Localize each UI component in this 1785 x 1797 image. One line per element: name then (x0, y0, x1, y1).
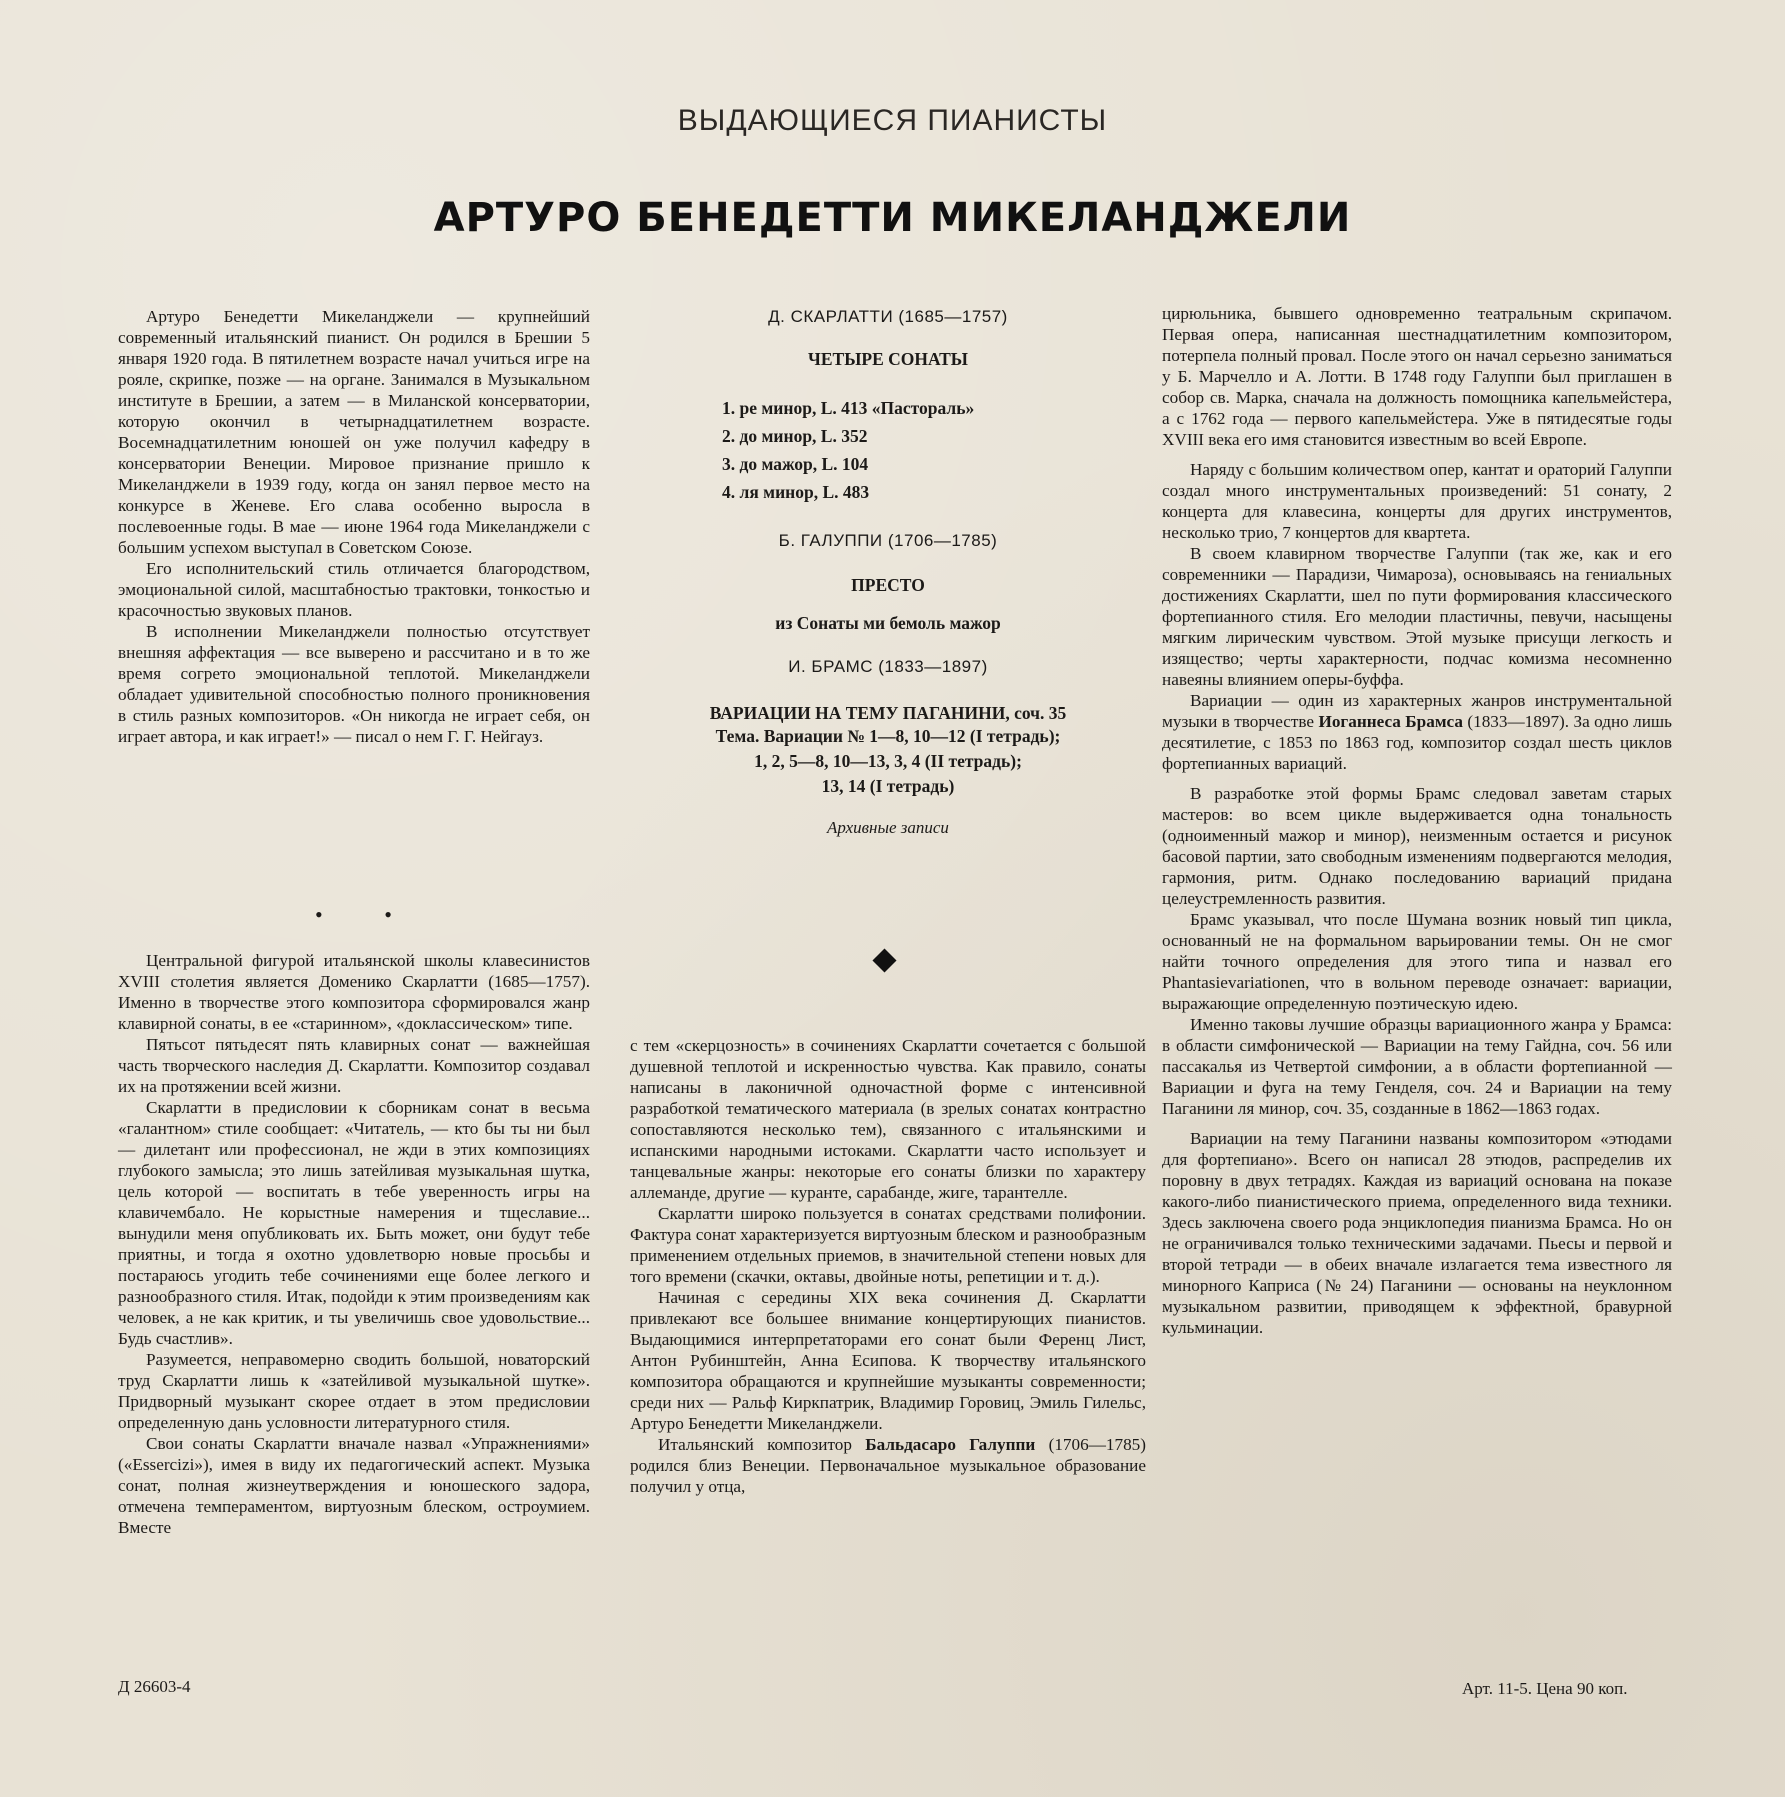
program-listing (630, 306, 1146, 839)
essay-paragraph: В разработке этой формы Брамс следовал заветам старых мастеров: во всем цикле выдерживается одна тональность (одноименный мажор и минор), неизменным остается и рисунок басовой партии, зато свободным изменениям подвергаются мелодия, гармония, ритм. Однако последованию вариаций придана целеустремленность развития. (1162, 784, 1672, 908)
essay-paragraph: Вариации на тему Паганини названы композитором «этюдами для фортепиано». Всего он написал 28 этюдов, распределив их поровну в двух тетрадях. Каждая из вариаций основана на показе какого-либо пианистического приема, определенного вида техники. Здесь заключена своего рода энциклопедия пианизма Брамса. Но он не ограничивался только техническими задачами. Пьесы и первой и второй тетради — в обеих вначале излагается тема известного ля минорного Каприса (№ 24) Паганини — основаны на неуклонном музыкальном развитии, приводящем к эффектной, бравурной кульминации. (1162, 1129, 1672, 1337)
catalog-number: Д 26603-4 (118, 1677, 191, 1696)
essay-paragraph: Скарлатти широко пользуется в сонатах средствами полифонии. Фактура сонат характеризуется виртуозным блеском и разнообразным применением отдельных приемов, в значительной степени новых для того времени (скачки, октавы, двойные ноты, репетиции и т. д.). (630, 1204, 1146, 1286)
work-subtitle: из Сонаты ми бемоль мажор (775, 613, 1001, 633)
essay-paragraph: Наряду с большим количеством опер, кантат и ораторий Галуппи создал много инструментальных произведений: 51 сонату, 2 концерта для клавесина, концерты для других инструментов, несколько трио, 7 концертов для квартета. (1162, 460, 1672, 542)
composer-name: Иоганнеса Брамса (1318, 712, 1463, 731)
essay-paragraph: Разумеется, неправомерно сводить большой, новаторский труд Скарлатти лишь к «затейливой музыкальной шутке». Придворный музыкант скорее отдает в этом предисловии определенную дань условности литературного стиля. (118, 1350, 590, 1432)
page-title: АРТУРО БЕНЕДЕТТИ МИКЕЛАНДЖЕЛИ (433, 195, 1352, 241)
scarlatti-essay-continued-column (630, 1035, 1146, 1497)
archive-note: Архивные записи (827, 818, 949, 837)
essay-paragraph: с тем «скерцозность» в сочинениях Скарлатти сочетается с большой душевной теплотой и искренностью чувства. Как правило, сонаты написаны в лаконичной одночастной форме с интенсивной разработкой тематического материала (в зрелых сонатах контрастно сопоставляются несколько тем), связанного с итальянскими и испанскими народными истоками. Скарлатти часто использует и танцевальные жанры: некоторые его сонаты близки по характеру аллеманде, другие — куранте, сарабанде, жиге, тарантелле. (630, 1036, 1146, 1202)
list-item: 3. до мажор, L. 104 (722, 454, 869, 474)
essay-paragraph: Брамс указывал, что после Шумана возник новый тип цикла, основанный не на формальном варьировании темы. Он не смог найти точного определения для этого типа и назвал его Phantasievariationen, что в вольном переводе означает: вариации, выражающие определенную поэтическую идею. (1162, 910, 1672, 1013)
list-item: 4. ля минор, L. 483 (722, 482, 870, 502)
bio-paragraph: В исполнении Микеланджели полностью отсутствует внешняя аффектация — все выверено и рассчитано и в то же время согрето эмоциональной теплотой. Микеланджели обладает удивительной способностью полного проникновения в стиль разных композиторов. «Он никогда не играет себя, он играет автора, и как играет!» — писал о нем Г. Г. Нейгауз. (118, 622, 590, 746)
work-subtitle: 13, 14 (I тетрадь) (821, 776, 955, 796)
price-label: Арт. 11-5. Цена 90 коп. (1462, 1679, 1628, 1698)
composer-heading: Д. СКАРЛАТТИ (1685—1757) (768, 307, 1008, 326)
sonata-list (630, 394, 1146, 506)
galuppi-brahms-column (1162, 303, 1672, 1338)
work-subtitle: Тема. Вариации № 1—8, 10—12 (I тетрадь); (715, 726, 1061, 746)
essay-paragraph: Вариации — один из характерных жанров инструментальной музыки в творчестве Иоганнеса Брамса (1833—1897). За одно лишь десятилетие, с 1853 по 1863 год, композитор создал шесть циклов фортепианных вариаций. (1162, 691, 1673, 773)
bio-paragraph: Его исполнительский стиль отличается благородством, эмоциональной силой, масштабностью трактовки, тонкостью и красочностью звуковых планов. (118, 559, 590, 620)
essay-paragraph: Центральной фигурой итальянской школы клавесинистов XVIII столетия является Доменико Скарлатти (1685—1757). Именно в творчестве этого композитора сформировался жанр клавирной сонаты, в ее «старинном», «доклассическом» типе. (118, 951, 590, 1033)
composer-heading: И. БРАМС (1833—1897) (788, 657, 988, 676)
essay-paragraph: Пятьсот пятьдесят пять клавирных сонат — важнейшая часть творческого наследия Д. Скарлатти. Композитор создавал их на протяжении всей жизни. (118, 1035, 590, 1096)
work-title: ПРЕСТО (851, 575, 925, 595)
essay-paragraph: В своем клавирном творчестве Галуппи (так же, как и его современники — Парадизи, Чимароза), основываясь на гениальных достижениях Скарлатти, шел по пути формирования классического фортепианного стиля. Его мелодии пластичны, певучи, насыщены мягким лирическим чувством. Этой музыке присущи легкость и изящество; черты характерности, подчас комизма несомненно навеяны влиянием оперы-буффа. (1162, 544, 1672, 689)
work-title: ВАРИАЦИИ НА ТЕМУ ПАГАНИНИ, соч. 35 (709, 703, 1067, 723)
essay-paragraph: Свои сонаты Скарлатти вначале назвал «Упражнениями» («Essercizi»), имея в виду их педагогический аспект. Музыка сонат, полная жизнеутверждения и юношеского задора, отмечена темпераментом, виртуозным блеском, остроумием. Вместе (118, 1434, 590, 1537)
work-subtitle: 1, 2, 5—8, 10—13, 3, 4 (II тетрадь); (754, 751, 1022, 771)
scarlatti-essay-column (118, 950, 590, 1538)
essay-paragraph: цирюльника, бывшего одновременно театральным скрипачом. Первая опера, написанная шестнадцатилетним композитором, потерпела полный провал. После этого он начал серьезно заниматься у Б. Марчелло и А. Лотти. В 1748 году Галуппи был приглашен в собор св. Марка, сначала на должность помощника капельмейстера, а с 1762 года — первого капельмейстера. Уже в пятидесятые годы XVIII века его имя становится известным во всей Европе. (1162, 304, 1672, 449)
diamond-ornament-icon (872, 948, 896, 972)
biography-column (118, 306, 590, 747)
bio-paragraph: Артуро Бенедетти Микеланджели — крупнейший современный итальянский пианист. Он родился в Брешии 5 января 1920 года. В пятилетнем возрасте начал учиться игре на рояле, скрипке, позже — на органе. Занимался в Музыкальном институте в Брешии, а затем — в Миланской консерватории, которую окончил в четырнадцатилетнем возрасте. Восемнадцатилетним юношей он уже получил кафедру в консерватории Венеции. Мировое признание пришло к Микеланджели в 1939 году, когда он занял первое место на конкурсе в Женеве. Его слава особенно выросла в послевоенные годы. В мае — июне 1964 года Микеланджели с большим успехом выступал в Советском Союзе. (118, 307, 590, 557)
list-item: 2. до минор, L. 352 (722, 426, 868, 446)
series-title: ВЫДАЮЩИЕСЯ ПИАНИСТЫ (677, 104, 1108, 137)
composer-heading: Б. ГАЛУППИ (1706—1785) (778, 531, 998, 550)
section-separator: • • (315, 902, 420, 927)
work-title: ЧЕТЫРЕ СОНАТЫ (808, 349, 968, 369)
essay-paragraph: Итальянский композитор Бальдасаро Галуппи (1706—1785) родился близ Венеции. Первоначальное музыкальное образование получил у отца, (630, 1435, 1147, 1496)
composer-name: Бальдасаро Галуппи (865, 1435, 1036, 1454)
essay-paragraph: Именно таковы лучшие образцы вариационного жанра у Брамса: в области симфонической — Вариации на тему Гайдна, соч. 56 или пассакалья из Четвертой симфонии, а в области фортепианной — Вариации и фуга на тему Генделя, соч. 24 и Вариации на тему Паганини ля минор, соч. 35, созданные в 1862—1863 годах. (1162, 1015, 1672, 1118)
essay-paragraph: Скарлатти в предисловии к сборникам сонат в весьма «галантном» стиле сообщает: «Читатель, — кто бы ты ни был — дилетант или профессионал, не жди в этих композициях глубокого замысла; это лишь затейливая музыкальная шутка, цель которой — воспитать в тебе уверенность игры на клавичембало. Не корыстные намерения и тщеславие... вынудили меня опубликовать их. Быть может, они будут тебе приятны, и тогда я охотно удовлетворю новые просьбы и постараюсь угодить тебе сочинениями еще более легкого и разнообразного стиля. Итак, подойди к этим произведениям как человек, а не как критик, и ты увеличишь свое удовольствие... Будь счастлив». (118, 1098, 590, 1348)
essay-paragraph: Начиная с середины XIX века сочинения Д. Скарлатти привлекают все большее внимание концертирующих пианистов. Выдающимися интерпретаторами его сонат были Ференц Лист, Антон Рубинштейн, Анна Есипова. К творчеству итальянского композитора обращаются и крупнейшие музыканты современности; среди них — Ральф Киркпатрик, Владимир Горовиц, Эмиль Гилельс, Артуро Бенедетти Микеланджели. (630, 1288, 1146, 1433)
list-item: 1. ре минор, L. 413 «Пастораль» (722, 398, 975, 418)
